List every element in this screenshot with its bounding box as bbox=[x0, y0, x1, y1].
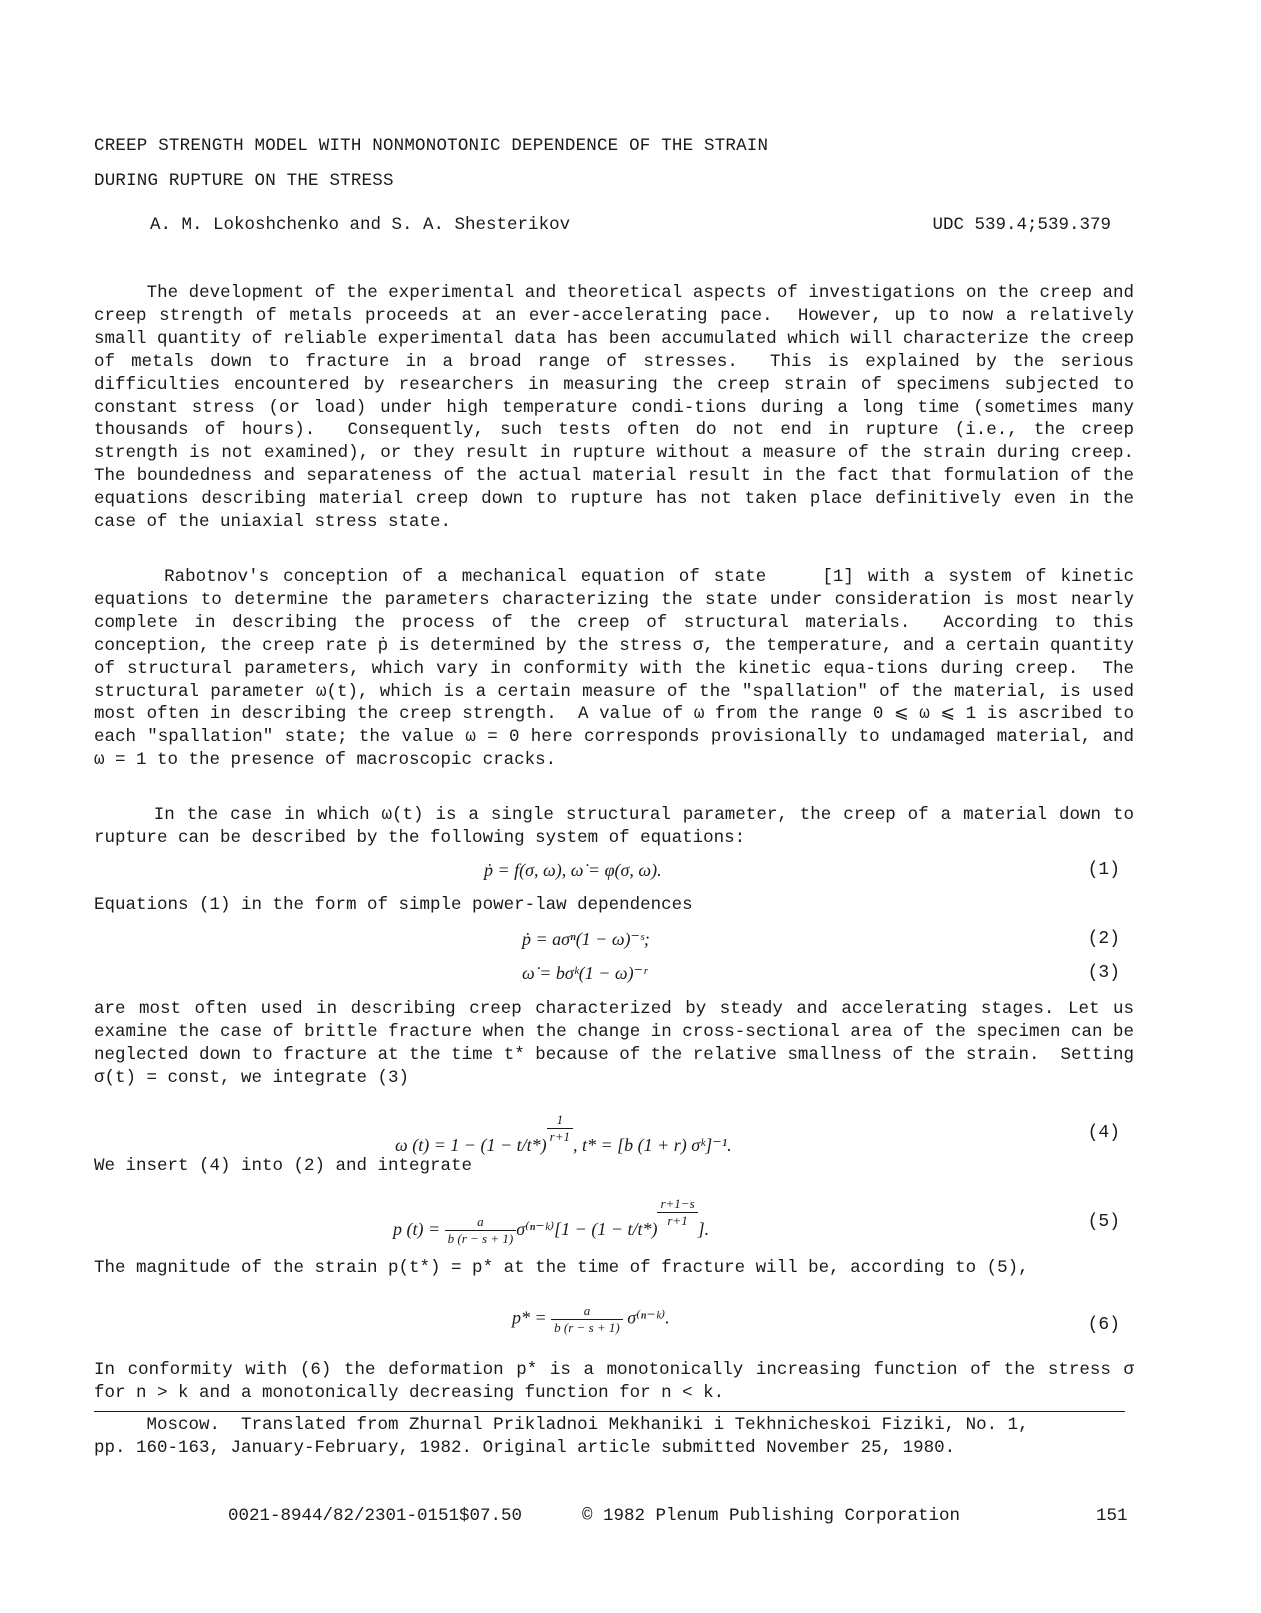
paragraph-2: Rabotnov's conception of a mechanical equation of state [1] with a system of kinetic equations to determine the parameters characterizing the state under consideration is most nearly complete in describing the process of the creep of structural materials. According to this conception, the creep rate ṗ is determined by the stress σ, the temperature, and a certain quantity of structural parameters, which vary in conformity with the kinetic equa-tions during creep. The structural parameter ω(t), which is a certain measure of the "spallation" of the material, is used most often in describing the creep strength. A value of ω from the range 0 ⩽ ω ⩽ 1 is ascribed to each "spallation" state; the value ω = 0 here corresponds provisionally to undamaged material, and ω = 1 to the presence of macroscopic cracks. bbox=[94, 567, 1145, 771]
paragraph-1: The development of the experimental and theoretical aspects of investigations on the creep and creep strength of metals proceeds at an ever-accelerating pace. However, up to now a relatively small quantity of reliable experimental data has been accumulated which will characterize the creep of metals down to fracture in a broad range of stresses. This is explained by the serious difficulties encountered by researchers in measuring the creep strain of specimens subjected to constant stress (or load) under high temperature condi-tions during a long time (sometimes many thousands of hours). Consequently, such tests often do not end in rupture (i.e., the creep strength is not examined), or they result in rupture without a measure of the strain during creep. The boundedness and separateness of the actual material result in the fact that formulation of the equations describing material creep down to rupture has not taken place definitively even in the case of the uniaxial stress state. bbox=[94, 283, 1156, 533]
equation-5-exponent-den: r+1 bbox=[667, 1213, 688, 1228]
equation-5-exponent bbox=[657, 1196, 697, 1229]
paragraph-3: In the case in which ω(t) is a single structural parameter, the creep of a material down to rupture can be described by the following system of equations: bbox=[94, 805, 1145, 848]
equation-5 bbox=[393, 1196, 709, 1247]
equation-5-fraction-den: b (r − s + 1) bbox=[447, 1231, 514, 1247]
equation-5-fraction bbox=[445, 1214, 517, 1247]
udc-code: UDC 539.4;539.379 bbox=[932, 215, 1111, 235]
equation-4-exponent-den: r+1 bbox=[549, 1129, 570, 1144]
article-title-line-1: CREEP STRENGTH MODEL WITH NONMONOTONIC DEPENDENCE OF THE STRAIN bbox=[94, 136, 769, 156]
equation-6-fraction-den: b (r − s + 1) bbox=[554, 1320, 620, 1335]
equations-intro-line: Equations (1) in the form of simple power-law dependences bbox=[94, 895, 693, 915]
equation-5-number: (5) bbox=[1087, 1212, 1120, 1232]
equation-3-number: (3) bbox=[1087, 963, 1120, 983]
equation-1-number: (1) bbox=[1087, 860, 1120, 880]
equation-6-rhs: σ⁽ⁿ⁻ᵏ⁾. bbox=[627, 1307, 670, 1328]
page-number: 151 bbox=[1096, 1506, 1128, 1526]
equation-4-lhs: ω (t) = 1 − (1 − t/t*) bbox=[395, 1135, 547, 1155]
strain-magnitude-line: The magnitude of the strain p(t*) = p* at the time of fracture will be, according to (5), bbox=[94, 1258, 1029, 1278]
authors: A. M. Lokoshchenko and S. A. Shesterikov bbox=[150, 215, 571, 235]
equation-6-number: (6) bbox=[1087, 1315, 1120, 1335]
equation-1: ṗ = f(σ, ω), ω̇ = φ(σ, ω). bbox=[484, 860, 662, 880]
footnote-line-2: pp. 160-163, January-February, 1982. Original article submitted November 25, 1980. bbox=[94, 1438, 956, 1458]
equation-5-exponent-num: r+1−s bbox=[657, 1196, 697, 1213]
equation-2: ṗ = aσⁿ(1 − ω)⁻ˢ; bbox=[522, 929, 650, 949]
equation-4 bbox=[395, 1112, 732, 1156]
equation-4-exponent bbox=[547, 1112, 573, 1145]
equation-5-end: ]. bbox=[697, 1219, 710, 1239]
equation-4-exponent-num: 1 bbox=[547, 1112, 573, 1129]
equation-5-lhs: p (t) = bbox=[393, 1219, 441, 1239]
paragraph-5: In conformity with (6) the deformation p* is a monotonically increasing function of the stress σ for n > k and a monotonically decreasing function for n < k. bbox=[94, 1360, 1145, 1403]
equation-5-mid: σ⁽ⁿ⁻ᵏ⁾[1 − (1 − t/t*) bbox=[516, 1219, 658, 1239]
insert-line: We insert (4) into (2) and integrate bbox=[94, 1156, 473, 1176]
paragraph-4: are most often used in describing creep characterized by steady and accelerating stages. Let us examine the case of brittle fracture when the change in cross-sectional area of the specimen can be neglected down to fracture at the time t* because of the relative smallness of the strain. Setting σ(t) = const, we integrate (3) bbox=[94, 999, 1145, 1088]
equation-6-fraction bbox=[551, 1303, 623, 1336]
footer-copyright: © 1982 Plenum Publishing Corporation bbox=[582, 1506, 961, 1526]
equation-5-fraction-num: a bbox=[445, 1214, 517, 1231]
equation-6-lhs: p* = bbox=[512, 1307, 547, 1328]
footnote-divider bbox=[94, 1411, 1125, 1412]
equation-6 bbox=[512, 1303, 670, 1336]
footer-code: 0021-8944/82/2301-0151$07.50 bbox=[228, 1506, 523, 1526]
equation-6-fraction-num: a bbox=[551, 1303, 623, 1320]
equation-3: ω̇ = bσᵏ(1 − ω)⁻ʳ bbox=[522, 963, 648, 983]
equation-2-number: (2) bbox=[1087, 929, 1120, 949]
article-title-line-2: DURING RUPTURE ON THE STRESS bbox=[94, 171, 394, 191]
equation-4-rhs: , t* = [b (1 + r) σᵏ]⁻¹. bbox=[572, 1135, 732, 1155]
equation-4-number: (4) bbox=[1087, 1123, 1120, 1143]
footnote-line-1: Moscow. Translated from Zhurnal Prikladnoi Mekhaniki i Tekhnicheskoi Fiziki, No. 1, bbox=[94, 1415, 1029, 1435]
